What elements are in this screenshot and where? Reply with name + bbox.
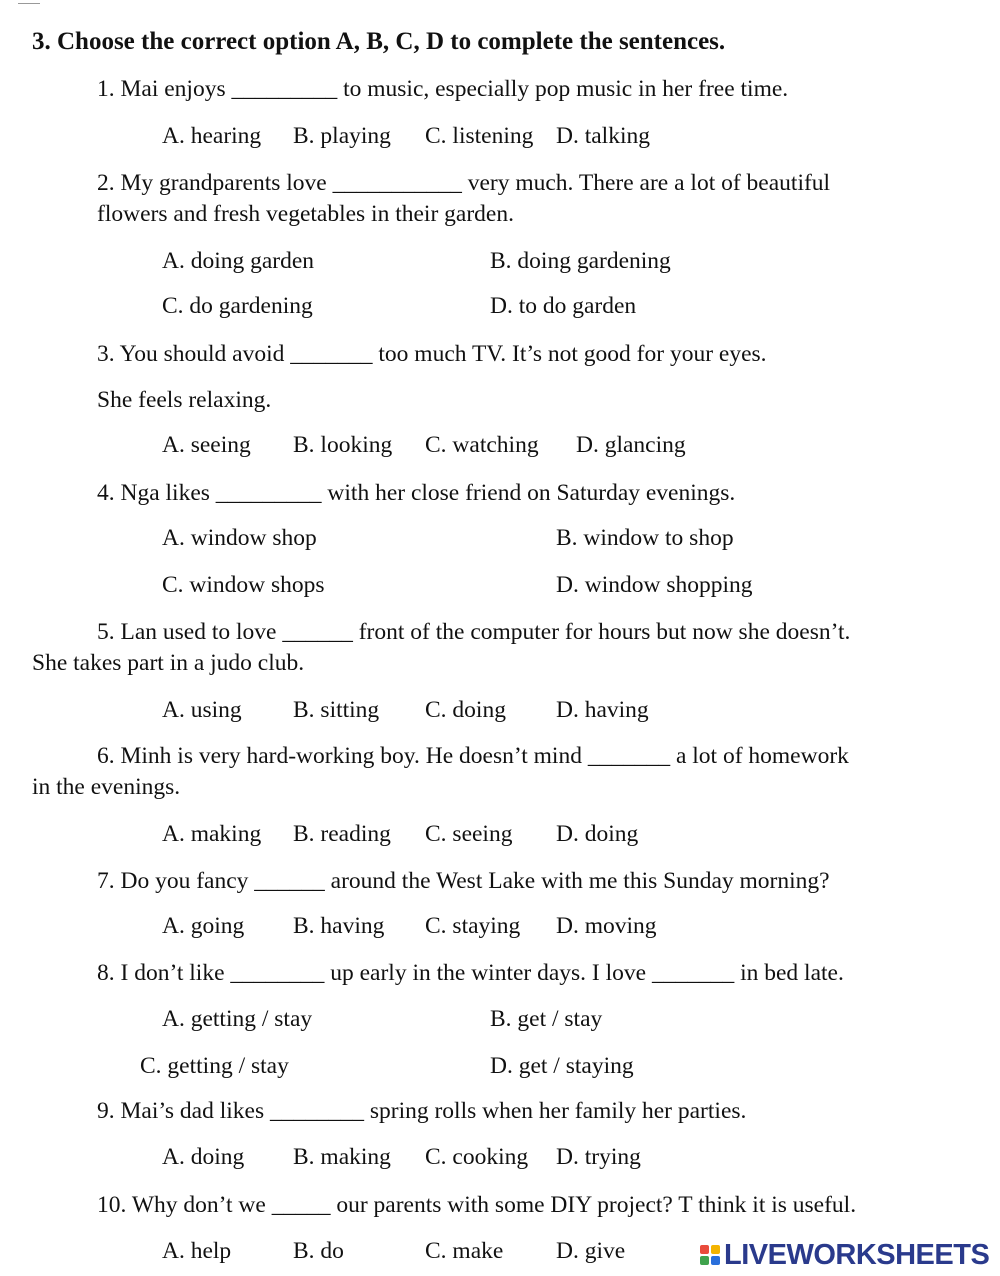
question-8-text: 8. I don’t like ________ up early in the winter days. I love _______ in bed late. — [97, 960, 844, 986]
q7-option-a[interactable]: A. going — [162, 913, 245, 939]
q5-option-b[interactable]: B. sitting — [293, 697, 380, 723]
logo-square-4 — [711, 1256, 720, 1265]
q8-option-a[interactable]: A. getting / stay — [162, 1006, 313, 1032]
q4-option-a[interactable]: A. window shop — [162, 525, 317, 551]
q10-option-d[interactable]: D. give — [556, 1238, 626, 1264]
q1-option-b[interactable]: B. playing — [293, 123, 391, 149]
logo-square-3 — [700, 1256, 709, 1265]
q2-option-c[interactable]: C. do gardening — [162, 293, 313, 319]
q1-option-a[interactable]: A. hearing — [162, 123, 262, 149]
q7-option-b[interactable]: B. having — [293, 913, 385, 939]
question-4-text: 4. Nga likes _________ with her close friend on Saturday evenings. — [97, 480, 736, 506]
q10-option-b[interactable]: B. do — [293, 1238, 344, 1264]
q2-option-d[interactable]: D. to do garden — [490, 293, 637, 319]
q8-option-c[interactable]: C. getting / stay — [140, 1053, 289, 1079]
q6-option-a[interactable]: A. making — [162, 821, 262, 847]
q8-option-b[interactable]: B. get / stay — [490, 1006, 603, 1032]
logo-square-1 — [700, 1245, 709, 1254]
logo-square-2 — [711, 1245, 720, 1254]
q4-option-d[interactable]: D. window shopping — [556, 572, 753, 598]
q10-option-a[interactable]: A. help — [162, 1238, 232, 1264]
q3-option-d[interactable]: D. glancing — [576, 432, 686, 458]
question-1-text: 1. Mai enjoys _________ to music, especially pop music in her free time. — [97, 76, 789, 102]
q3-option-b[interactable]: B. looking — [293, 432, 393, 458]
q3-option-c[interactable]: C. watching — [425, 432, 539, 458]
q5-option-a[interactable]: A. using — [162, 697, 242, 723]
question-5-text-cont: She takes part in a judo club. — [32, 650, 305, 676]
q8-option-d[interactable]: D. get / staying — [490, 1053, 634, 1079]
question-9-text: 9. Mai’s dad likes ________ spring rolls when her family her parties. — [97, 1098, 747, 1124]
q2-option-b[interactable]: B. doing gardening — [490, 248, 671, 274]
q4-option-b[interactable]: B. window to shop — [556, 525, 734, 551]
q9-option-c[interactable]: C. cooking — [425, 1144, 529, 1170]
liveworksheets-logo — [700, 1240, 989, 1270]
question-2-text: 2. My grandparents love ___________ very much. There are a lot of beautiful — [97, 170, 831, 196]
q6-option-d[interactable]: D. doing — [556, 821, 639, 847]
q9-option-d[interactable]: D. trying — [556, 1144, 641, 1170]
q3-option-a[interactable]: A. seeing — [162, 432, 251, 458]
liveworksheets-logo-text: LIVEWORKSHEETS — [724, 1238, 990, 1271]
q6-option-c[interactable]: C. seeing — [425, 821, 513, 847]
question-7-text: 7. Do you fancy ______ around the West Lake with me this Sunday morning? — [97, 868, 830, 894]
q9-option-a[interactable]: A. doing — [162, 1144, 245, 1170]
q6-option-b[interactable]: B. reading — [293, 821, 391, 847]
q9-option-b[interactable]: B. making — [293, 1144, 391, 1170]
question-6-text-cont: in the evenings. — [32, 774, 181, 800]
q2-option-a[interactable]: A. doing garden — [162, 248, 315, 274]
q5-option-d[interactable]: D. having — [556, 697, 649, 723]
question-2-text-cont: flowers and fresh vegetables in their garden. — [97, 201, 514, 227]
question-10-text: 10. Why don’t we _____ our parents with some DIY project? T think it is useful. — [97, 1192, 857, 1218]
q5-option-c[interactable]: C. doing — [425, 697, 506, 723]
liveworksheets-logo-icon — [700, 1245, 720, 1265]
q1-option-c[interactable]: C. listening — [425, 123, 534, 149]
q1-option-d[interactable]: D. talking — [556, 123, 650, 149]
q7-option-d[interactable]: D. moving — [556, 913, 657, 939]
question-5-text: 5. Lan used to love ______ front of the computer for hours but now she doesn’t. — [97, 619, 851, 645]
q4-option-c[interactable]: C. window shops — [162, 572, 325, 598]
exercise-heading: 3. Choose the correct option A, B, C, D to complete the sentences. — [32, 28, 726, 55]
question-3-text-cont: She feels relaxing. — [97, 387, 272, 413]
q10-option-c[interactable]: C. make — [425, 1238, 504, 1264]
q7-option-c[interactable]: C. staying — [425, 913, 521, 939]
question-3-text: 3. You should avoid _______ too much TV. It’s not good for your eyes. — [97, 341, 767, 367]
question-6-text: 6. Minh is very hard-working boy. He doesn’t mind _______ a lot of homework — [97, 743, 849, 769]
corner-mark — [18, 0, 40, 4]
